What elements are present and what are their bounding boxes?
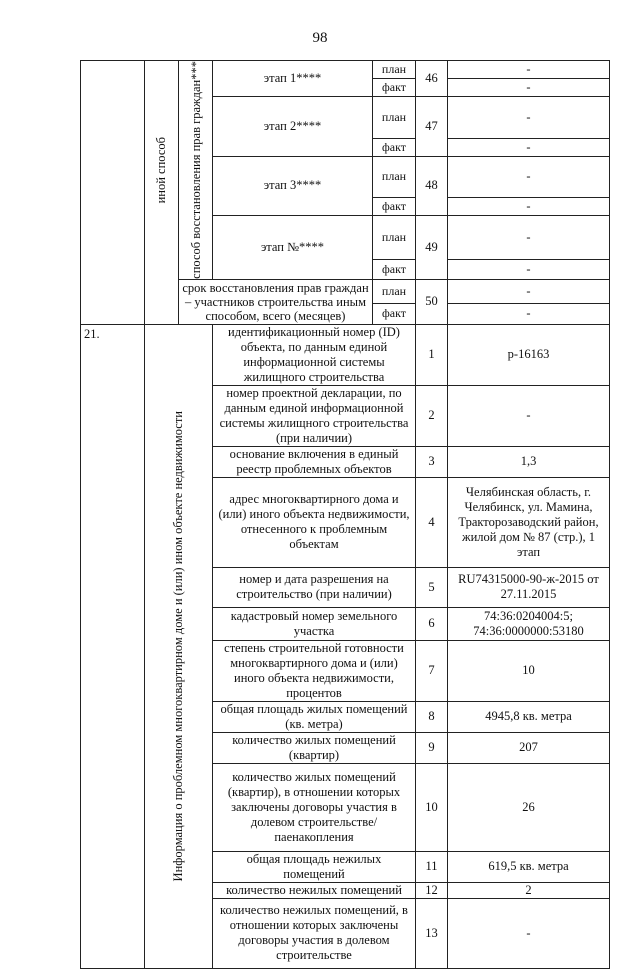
row-number: 13 bbox=[416, 898, 448, 968]
field-label: количество нежилых помещений bbox=[213, 882, 416, 898]
fact-value: - bbox=[448, 138, 610, 156]
row-number: 8 bbox=[416, 701, 448, 732]
field-label: идентификационный номер (ID) объекта, по данным единой информационной системы жилищного строительства bbox=[213, 324, 416, 385]
field-label: кадастровый номер земельного участка bbox=[213, 607, 416, 640]
empty-number-cell bbox=[81, 61, 145, 325]
row-number: 11 bbox=[416, 851, 448, 882]
field-value: 74:36:0204004:5; 74:36:0000000:53180 bbox=[448, 607, 610, 640]
row-number: 48 bbox=[416, 156, 448, 216]
plan-value: - bbox=[448, 97, 610, 139]
row-number: 10 bbox=[416, 763, 448, 851]
plan-value: - bbox=[448, 279, 610, 303]
fact-value: - bbox=[448, 303, 610, 324]
row-number: 5 bbox=[416, 567, 448, 607]
fact-value: - bbox=[448, 79, 610, 97]
fact-label: факт bbox=[373, 259, 416, 279]
row-number: 2 bbox=[416, 385, 448, 446]
plan-label: план bbox=[373, 279, 416, 303]
row-number: 1 bbox=[416, 324, 448, 385]
field-value: 4945,8 кв. метра bbox=[448, 701, 610, 732]
row-number: 6 bbox=[416, 607, 448, 640]
field-value: - bbox=[448, 385, 610, 446]
row-number: 12 bbox=[416, 882, 448, 898]
document-table bbox=[80, 60, 610, 969]
page-number: 98 bbox=[312, 30, 328, 46]
section-title-cell bbox=[145, 324, 213, 968]
field-value: 26 bbox=[448, 763, 610, 851]
fact-label: факт bbox=[373, 138, 416, 156]
method-cell-continued bbox=[145, 279, 179, 324]
field-label: общая площадь жилых помещений (кв. метра) bbox=[213, 701, 416, 732]
row-number: 3 bbox=[416, 446, 448, 477]
term-text: срок восстановления прав граждан – участников строительства иным способом, всего (месяцев) bbox=[179, 279, 373, 324]
field-value: - bbox=[448, 898, 610, 968]
plan-value: - bbox=[448, 156, 610, 198]
field-label: степень строительной готовности многоквартирного дома и (или) иного объекта недвижимости, процентов bbox=[213, 640, 416, 701]
restoration-label: способ восстановления прав граждан*** bbox=[188, 61, 203, 279]
section-number: 21. bbox=[81, 324, 145, 968]
fact-label: факт bbox=[373, 303, 416, 324]
field-value: 619,5 кв. метра bbox=[448, 851, 610, 882]
field-label: номер и дата разрешения на строительство (при наличии) bbox=[213, 567, 416, 607]
field-label: количество жилых помещений (квартир) bbox=[213, 732, 416, 763]
restoration-cell bbox=[179, 61, 213, 280]
field-label: количество нежилых помещений, в отношении которых заключены договоры участия в долевом строительстве bbox=[213, 898, 416, 968]
plan-label: план bbox=[373, 97, 416, 139]
row-number: 50 bbox=[416, 279, 448, 324]
plan-label: план bbox=[373, 156, 416, 198]
field-value: р-16163 bbox=[448, 324, 610, 385]
fact-value: - bbox=[448, 198, 610, 216]
row-number: 46 bbox=[416, 61, 448, 97]
method-cell bbox=[145, 61, 179, 280]
row-number: 9 bbox=[416, 732, 448, 763]
plan-label: план bbox=[373, 216, 416, 260]
stage-name: этап 1**** bbox=[213, 61, 373, 97]
row-number: 47 bbox=[416, 97, 448, 157]
field-label: основание включения в единый реестр проблемных объектов bbox=[213, 446, 416, 477]
method-label: иной способ bbox=[154, 136, 168, 204]
stage-name: этап 3**** bbox=[213, 156, 373, 216]
field-label: общая площадь нежилых помещений bbox=[213, 851, 416, 882]
plan-label: план bbox=[373, 61, 416, 79]
field-label: номер проектной декларации, по данным единой информационной системы жилищного строительства (при наличии) bbox=[213, 385, 416, 446]
plan-value: - bbox=[448, 61, 610, 79]
fact-label: факт bbox=[373, 79, 416, 97]
stage-name: этап №**** bbox=[213, 216, 373, 280]
row-number: 7 bbox=[416, 640, 448, 701]
field-label: количество жилых помещений (квартир), в отношении которых заключены договоры участия в долевом строительстве/паенакопления bbox=[213, 763, 416, 851]
field-value: 2 bbox=[448, 882, 610, 898]
field-value: Челябинская область, г. Челябинск, ул. Мамина, Тракторозаводский район, жилой дом № 87 (стр.), 1 этап bbox=[448, 477, 610, 567]
field-value: 10 bbox=[448, 640, 610, 701]
section-title: Информация о проблемном многоквартирном доме и (или) ином объекте недвижимости bbox=[171, 411, 185, 882]
field-value: 1,3 bbox=[448, 446, 610, 477]
row-number: 49 bbox=[416, 216, 448, 280]
field-value: RU74315000-90-ж-2015 от 27.11.2015 bbox=[448, 567, 610, 607]
stage-name: этап 2**** bbox=[213, 97, 373, 157]
field-value: 207 bbox=[448, 732, 610, 763]
field-label: адрес многоквартирного дома и (или) иного объекта недвижимости, отнесенного к проблемным объектам bbox=[213, 477, 416, 567]
plan-value: - bbox=[448, 216, 610, 260]
row-number: 4 bbox=[416, 477, 448, 567]
fact-label: факт bbox=[373, 198, 416, 216]
fact-value: - bbox=[448, 259, 610, 279]
